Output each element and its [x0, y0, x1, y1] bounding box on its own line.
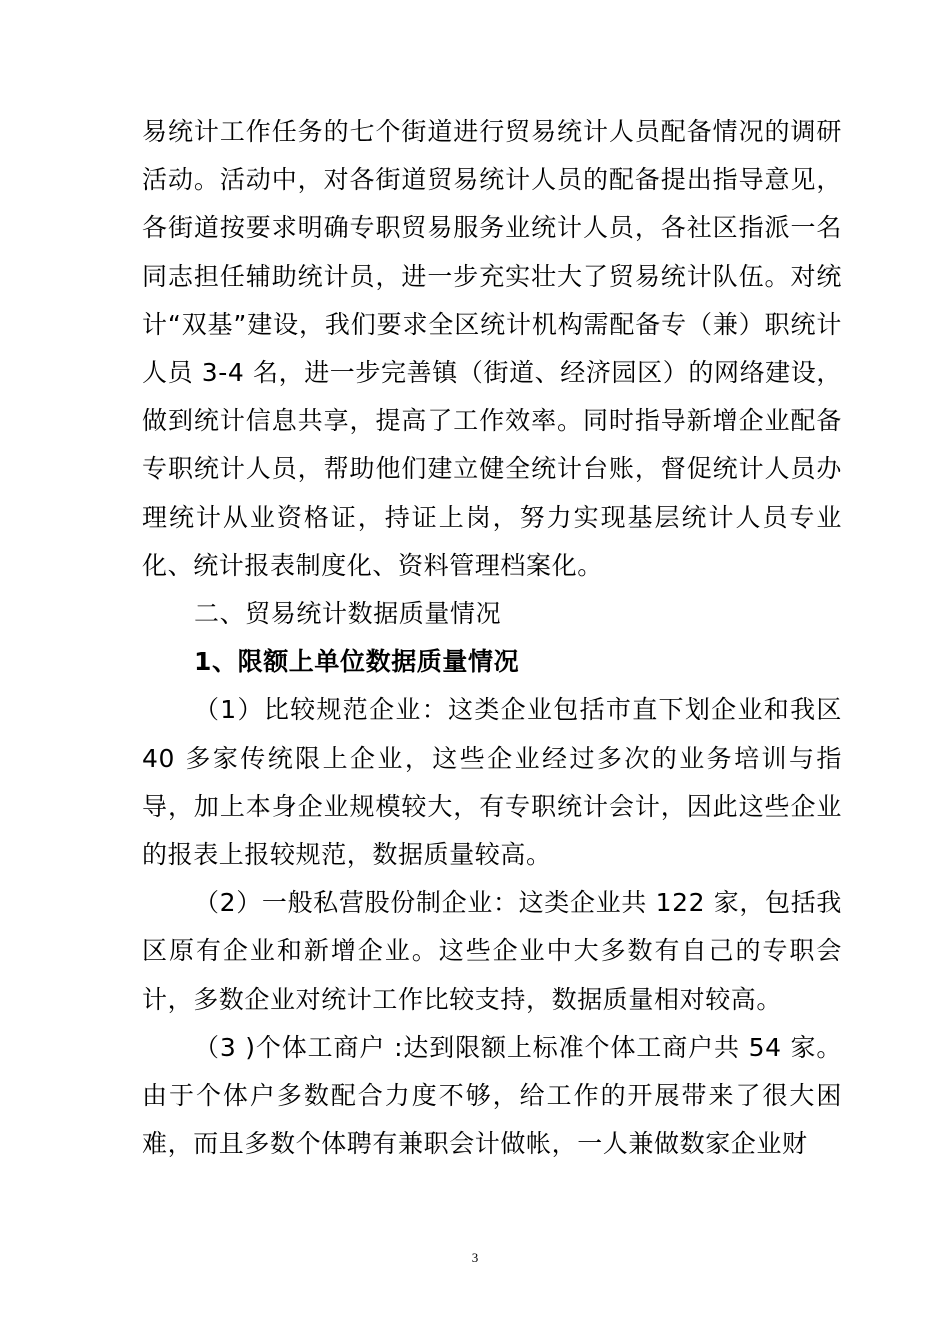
document-body: [142, 108, 851, 1168]
section-heading: 二、贸易统计数据质量情况: [194, 599, 502, 629]
body-paragraph-1: 易统计工作任务的七个街道进行贸易统计人员配备情况的调研活动。活动中，对各街道贸易统计人员的配备提出指导意见，各街道按要求明确专职贸易服务业统计人员，各社区指派一名同志担任辅助统计员，进一步充实壮大了贸易统计队伍。对统计“双基”建设，我们要求全区统计机构需配备专（兼）职统计人员 3-4 名，进一步完善镇（街道、经济园区）的网络建设，做到统计信息共享，提高了工作效率。同时指导新增企业配备专职统计人员，帮助他们建立健全统计台账，督促统计人员办理统计从业资格证，持证上岗，努力实现基层统计人员专业化、统计报表制度化、资料管理档案化。: [142, 117, 842, 580]
body-paragraph-4: （3 )个体工商户 :达到限额上标准个体工商户共 54 家。由于个体户多数配合力度不够，给工作的开展带来了很大困难，而且多数个体聘有兼职会计做帐，一人兼做数家企业财: [142, 1032, 842, 1159]
page-number: 3: [471, 1250, 479, 1265]
subsection-heading: 1、限额上单位数据质量情况: [194, 647, 520, 677]
body-paragraph-2: （1）比较规范企业：这类企业包括市直下划企业和我区 40 多家传统限上企业，这些企业经过多次的业务培训与指导，加上本身企业规模较大，有专职统计会计，因此这些企业的报表上报较规范，数据质量较高。: [142, 695, 851, 870]
body-paragraph-3: （2）一般私营股份制企业：这类企业共 122 家，包括我区原有企业和新增企业。这些企业中大多数有自己的专职会计，多数企业对统计工作比较支持，数据质量相对较高。: [142, 888, 842, 1014]
